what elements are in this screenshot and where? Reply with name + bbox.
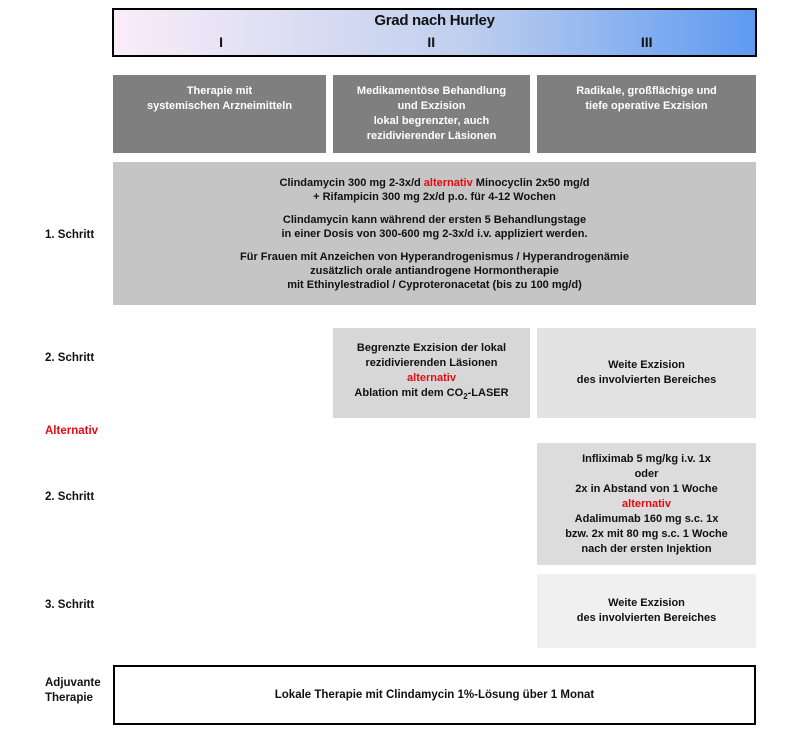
step2-wide-excision-box: Weite Exzision des involvierten Bereiches: [537, 328, 756, 418]
step3-wide-excision-box: Weite Exzision des involvierten Bereiches: [537, 574, 756, 648]
grade-label-i: I: [219, 34, 223, 50]
adjuvant-therapy-box: Lokale Therapie mit Clindamycin 1%-Lösung über 1 Monat: [113, 665, 756, 725]
hurley-header-bar: [112, 8, 757, 57]
side-label-step2b: 2. Schritt: [45, 491, 95, 503]
side-label-alternativ: Alternativ: [45, 425, 99, 437]
side-label-step3: 3. Schritt: [45, 599, 95, 611]
column-header-medical-treatment-excision: Medikamentöse Behandlung und Exzision lokal begrenzter, auch rezidivierender Läsionen: [333, 75, 530, 153]
page-title: Grad nach Hurley: [374, 12, 495, 29]
step2-alternative-biologics-box: Infliximab 5 mg/kg i.v. 1x oder 2x in Abstand von 1 Woche alternativ Adalimumab 160 mg s.c. 1x bzw. 2x mit 80 mg s.c. 1 Woche nach der ersten Injektion: [537, 443, 756, 565]
step1-systemic-therapy-box: Clindamycin 300 mg 2-3x/d alternativ Minocyclin 2x50 mg/d + Rifampicin 300 mg 2x/d p.o. für 4-12 Wochen Clindamycin kann während der ersten 5 Behandlungstage in einer Dosis von 300-600 mg 2-3x/d i.v. appliziert werden. Für Frauen mit Anzeichen von Hyperandrogenismus / Hyperandrogenämie zusätzlich orale antiandrogene Hormontherapie mit Ethinylestradiol / Cyproteronacetat (bis zu 100 mg/d): [113, 162, 756, 305]
step2-limited-excision-box: Begrenzte Exzision der lokal rezidivierenden Läsionen alternativ Ablation mit dem $CO_2$-LASER: [333, 328, 530, 418]
side-label-step1: 1. Schritt: [45, 229, 95, 241]
side-label-step2a: 2. Schritt: [45, 352, 95, 364]
grade-label-iii: III: [640, 34, 653, 50]
grade-label-ii: II: [427, 34, 436, 50]
side-label-adjuvant-therapy: Adjuvante Therapie: [45, 677, 101, 704]
column-header-systemic-therapy: Therapie mit systemischen Arzneimitteln: [113, 75, 326, 153]
column-header-radical-excision: Radikale, großflächige und tiefe operative Exzision: [537, 75, 756, 153]
